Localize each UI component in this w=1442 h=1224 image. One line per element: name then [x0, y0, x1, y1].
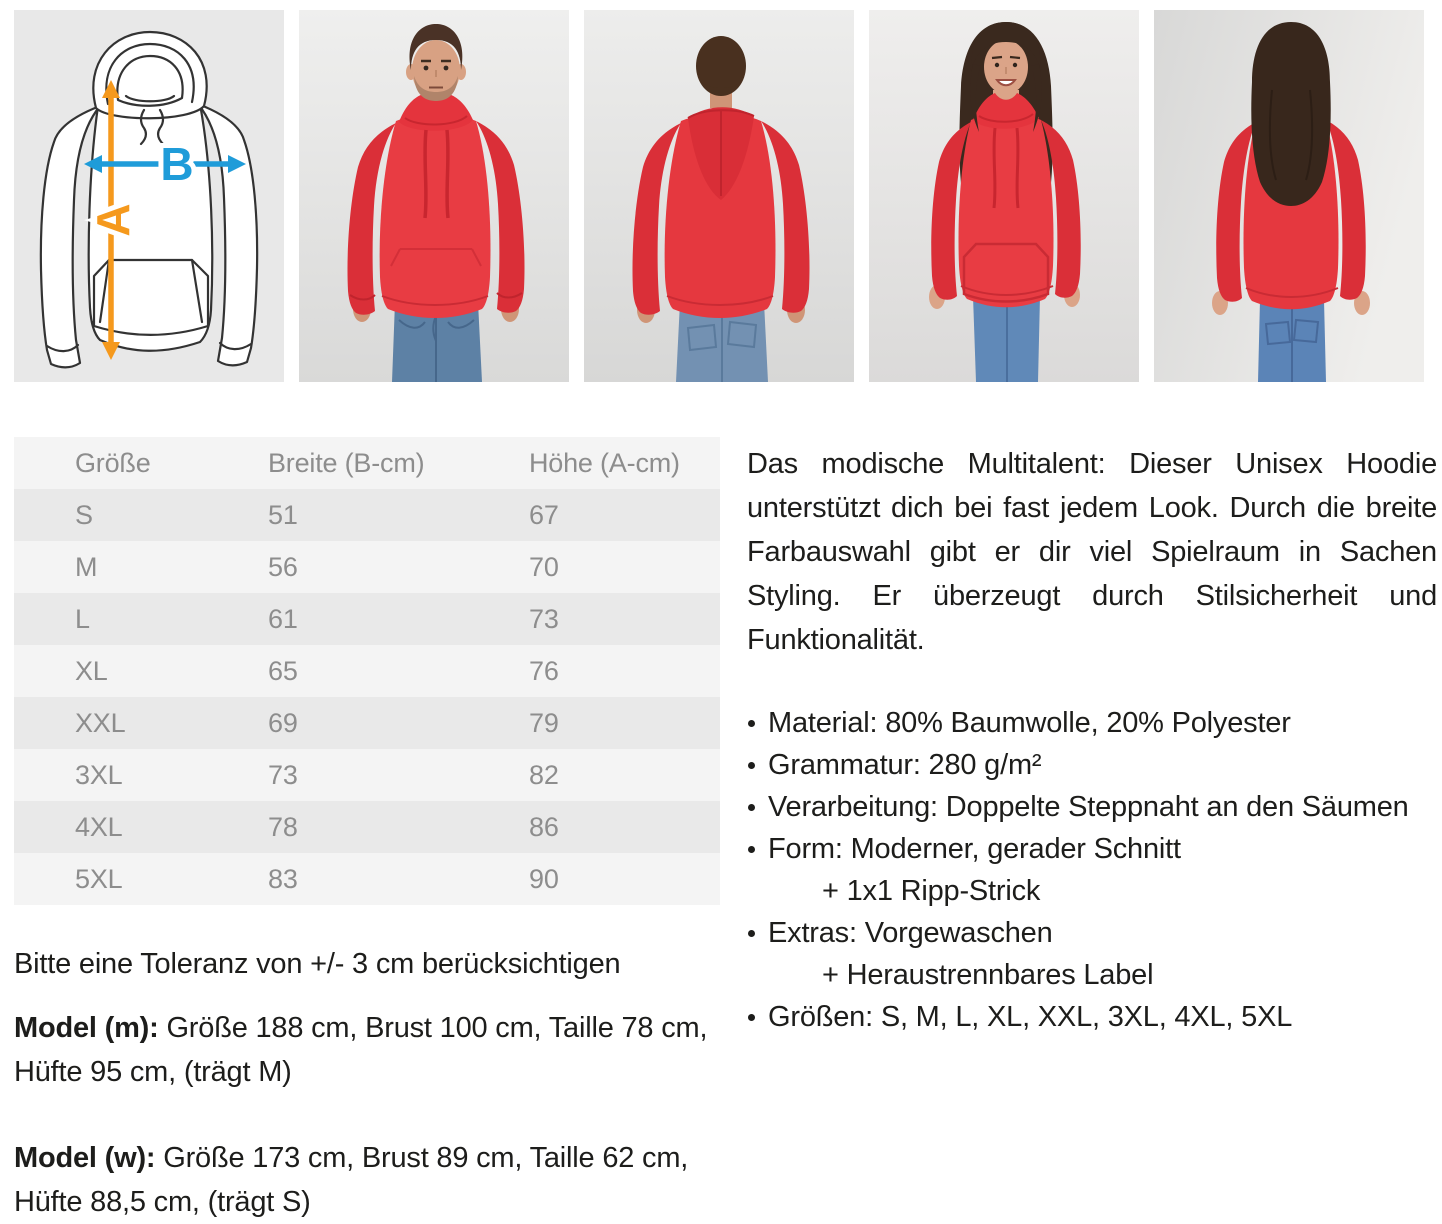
- description-intro: Das modische Multitalent: Dieser Unisex Hoodie unterstützt dich bei fast jedem Look. Durch die breite Farbauswahl gibt er dir viel Spielraum in Sachen Styling. Er überzeugt durch Stilsicherheit und Funktionalität.: [747, 448, 1437, 656]
- photo-female-back: [1154, 10, 1424, 382]
- feature-list: [747, 702, 1437, 1038]
- size-chart-header: [14, 437, 720, 489]
- table-row: S 51 67: [14, 489, 720, 541]
- table-row: 3XL 73 82: [14, 749, 720, 801]
- size-chart-header-hoehe: Höhe (A-cm): [529, 447, 680, 478]
- size-chart-table: [14, 437, 720, 905]
- feature-material: Material: 80% Baumwolle, 20% Polyester: [747, 702, 1437, 744]
- feature-extras: Extras: Vorgewaschen + Heraustrennbares Label: [747, 912, 1437, 996]
- hoodie-measurement-diagram: [14, 10, 284, 382]
- male-back-photo: [584, 10, 854, 382]
- model-m-note: [14, 1006, 726, 1094]
- model-m-label: Model (m):: [14, 1012, 159, 1044]
- label-a: A: [87, 203, 139, 237]
- female-back-photo: [1154, 10, 1424, 382]
- table-row: XL 65 76: [14, 645, 720, 697]
- size-diagram-image: [14, 10, 284, 382]
- feature-verarbeitung: Verarbeitung: Doppelte Steppnaht an den Säumen: [747, 786, 1437, 828]
- photo-male-back: [584, 10, 854, 382]
- male-front-photo: [299, 10, 569, 382]
- feature-grammatur: Grammatur: 280 g/m²: [747, 744, 1437, 786]
- model-w-note: [14, 1136, 726, 1224]
- model-w-label: Model (w):: [14, 1142, 156, 1174]
- model-m-text: Größe 188 cm, Brust 100 cm, Taille 78 cm, Hüfte 95 cm, (trägt M): [14, 1012, 708, 1088]
- photo-male-front: [299, 10, 569, 382]
- table-row: 5XL 83 90: [14, 853, 720, 905]
- size-chart-header-breite: Breite (B-cm): [268, 447, 425, 478]
- table-row: M 56 70: [14, 541, 720, 593]
- size-chart-header-groesse: Größe: [75, 447, 151, 478]
- table-row: L 61 73: [14, 593, 720, 645]
- product-description: [747, 442, 1437, 1038]
- photo-female-front: [869, 10, 1139, 382]
- feature-groessen: Größen: S, M, L, XL, XXL, 3XL, 4XL, 5XL: [747, 996, 1437, 1038]
- table-row: 4XL 78 86: [14, 801, 720, 853]
- tolerance-note: Bitte eine Toleranz von +/- 3 cm berücksichtigen: [14, 948, 621, 980]
- model-w-text: Größe 173 cm, Brust 89 cm, Taille 62 cm, Hüfte 88,5 cm, (trägt S): [14, 1142, 689, 1218]
- label-b: B: [160, 138, 194, 190]
- female-front-photo: [869, 10, 1139, 382]
- feature-form: Form: Moderner, gerader Schnitt + 1x1 Ripp-Strick: [747, 828, 1437, 912]
- product-image-gallery: [14, 10, 1428, 382]
- table-row: XXL 69 79: [14, 697, 720, 749]
